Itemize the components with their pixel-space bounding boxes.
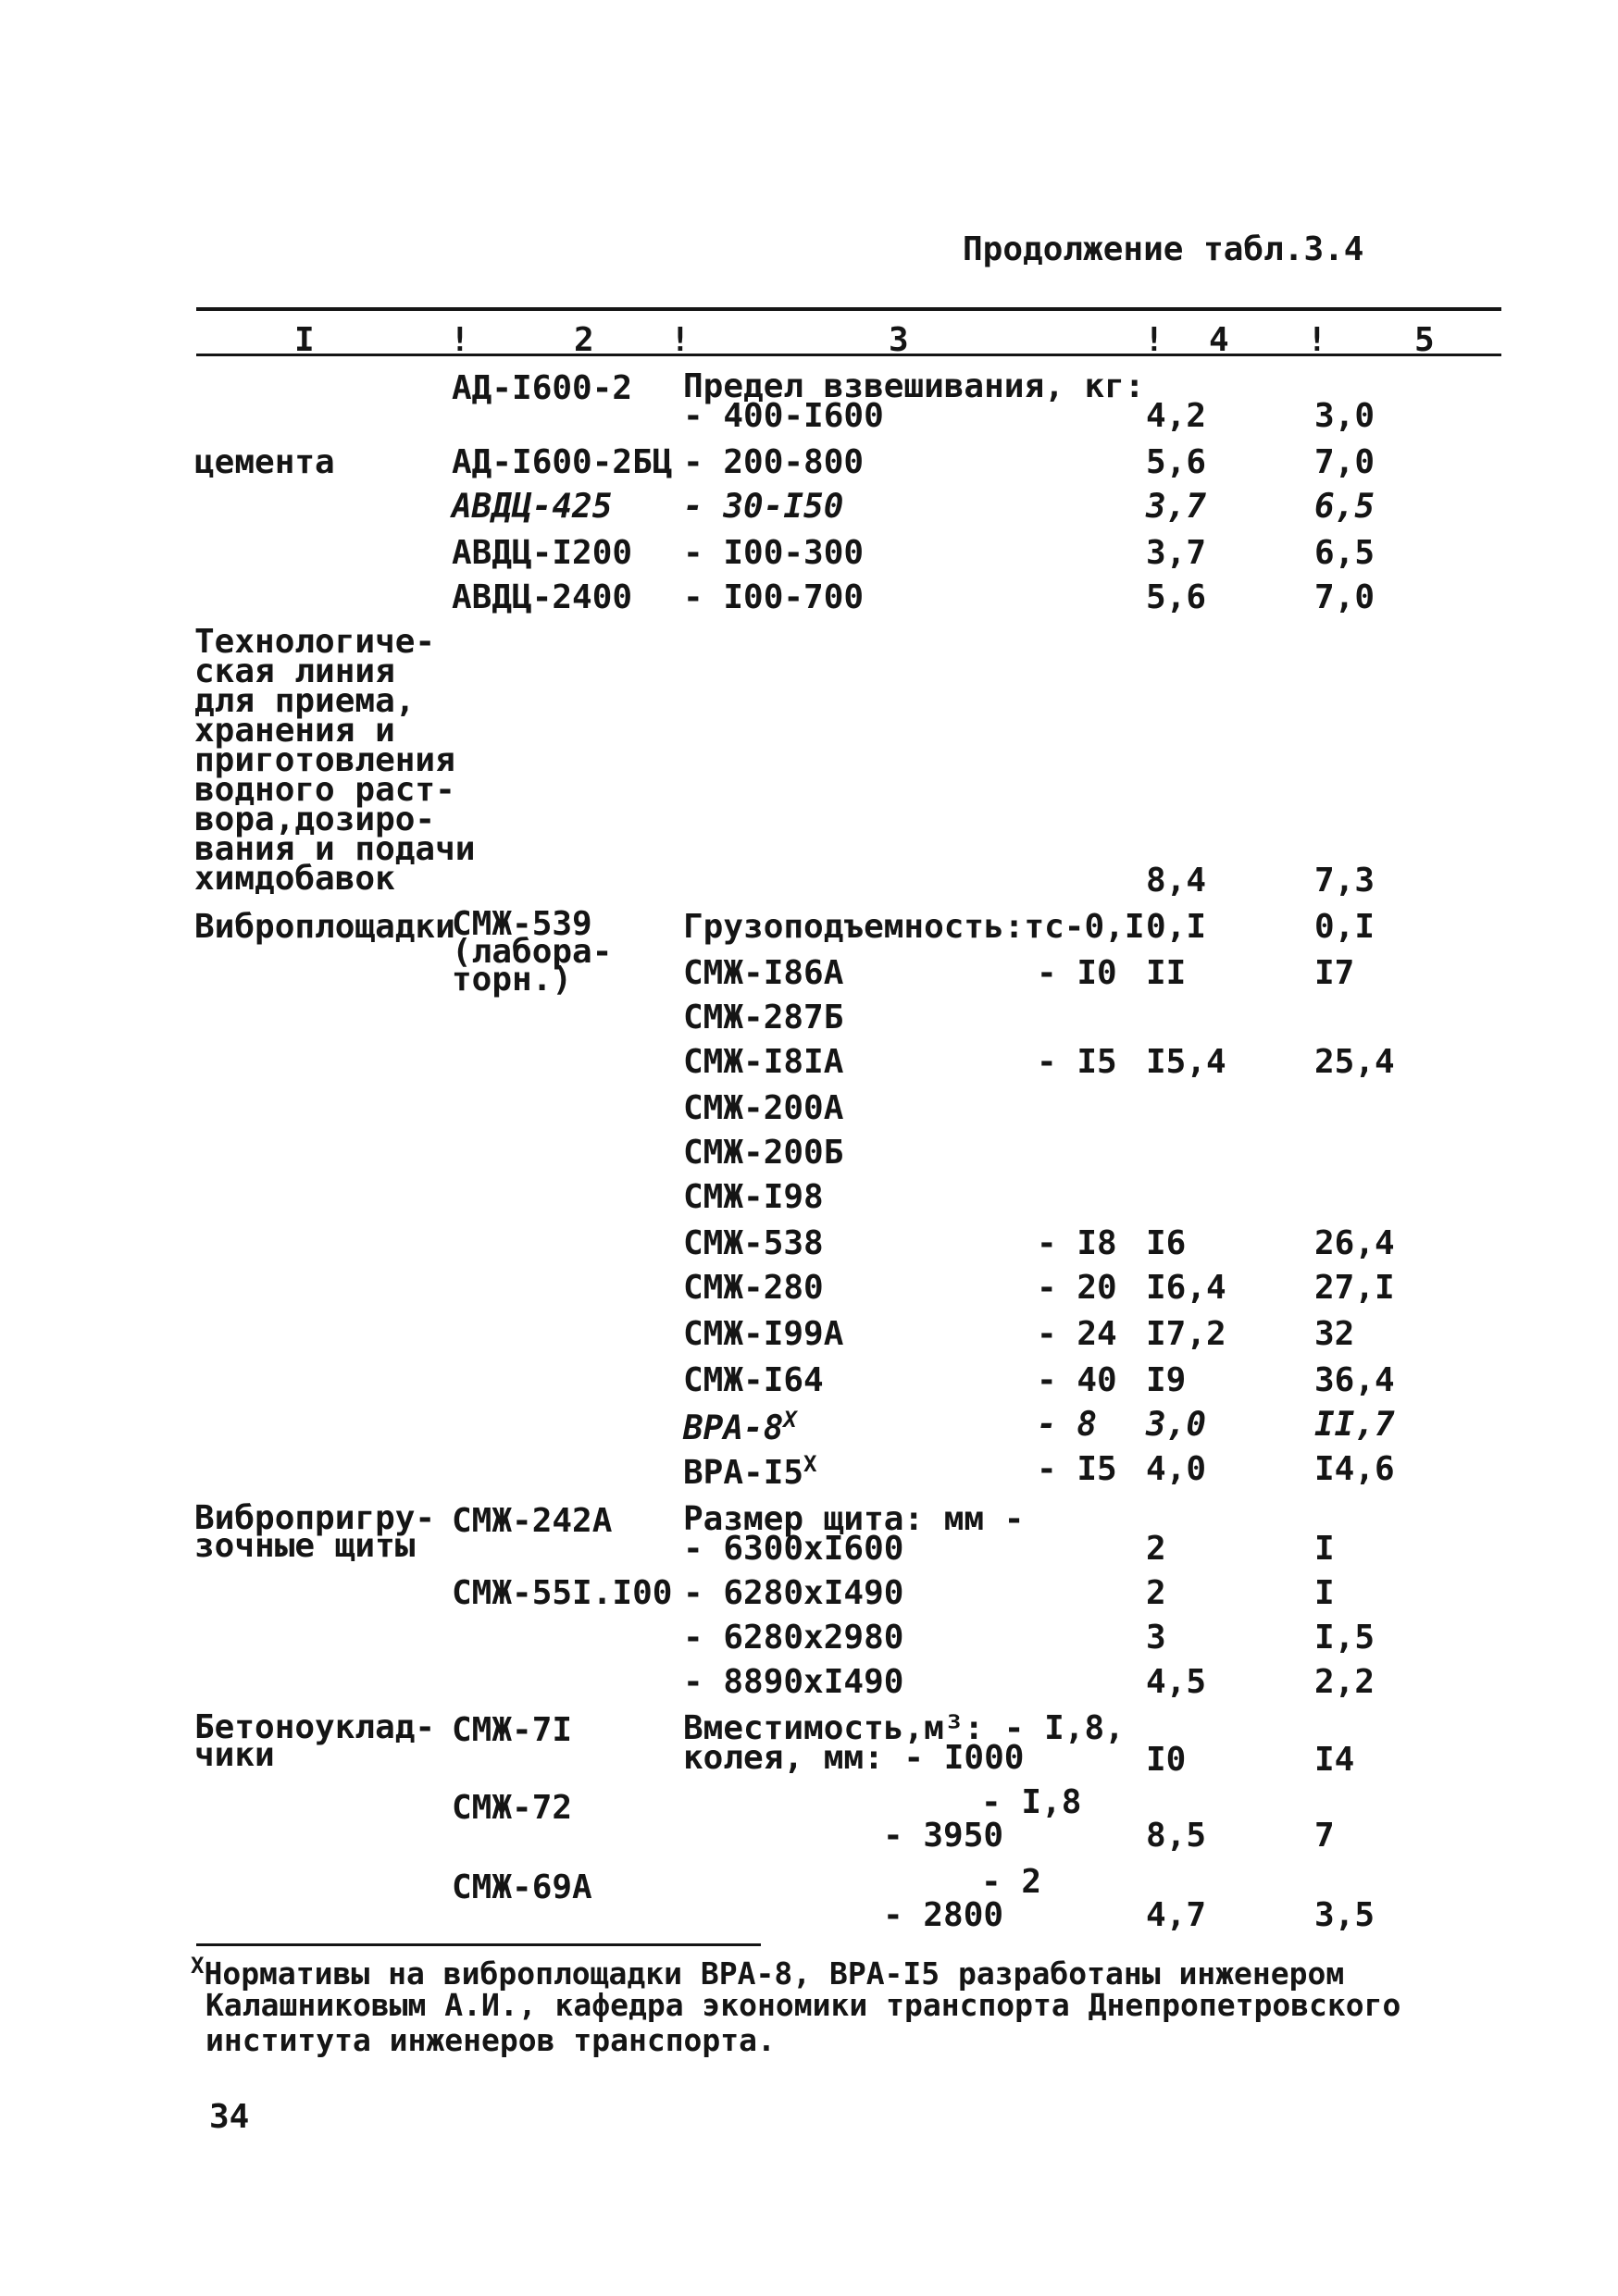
footnote [191, 1953, 1345, 1992]
table-cell: - 3950 [883, 1817, 1004, 1855]
table-cell: - I5 [1037, 1450, 1117, 1488]
footnote-line-2: Калашниковым А.И., кафедра экономики транспорта Днепропетровского [205, 1987, 1401, 2023]
table-cell: 7,0 [1314, 443, 1375, 481]
col-header-5: 5 [1414, 321, 1435, 359]
table-cell: - 20 [1037, 1269, 1117, 1307]
table-cell: 2 [1146, 1530, 1166, 1568]
table-cell: - I5 [1037, 1043, 1117, 1081]
table-cell: 8,4 [1146, 862, 1207, 900]
table-cell: I6 [1146, 1224, 1187, 1262]
table-cell: СМЖ-I99А [683, 1315, 844, 1353]
table-cell: - 200-800 [683, 443, 865, 481]
table-cell: I6,4 [1146, 1269, 1226, 1307]
table-cell: - 6280хI490 [683, 1574, 904, 1612]
col-header-sep: ! [1307, 321, 1327, 359]
table-cell: 2 [1146, 1574, 1166, 1612]
table-continuation-title: Продолжение табл.3.4 [963, 230, 1364, 268]
table-cell: I7,2 [1146, 1315, 1226, 1353]
table-cell: - 8890хI490 [683, 1663, 904, 1701]
col-header-1: I [294, 321, 315, 359]
table-cell: I9 [1146, 1361, 1187, 1399]
footnote-marker: X [191, 1953, 205, 1979]
table-cell: Бетоноуклад- чики [194, 1708, 436, 1774]
table-cell: - 40 [1037, 1361, 1117, 1399]
table-cell: СМЖ-7I [452, 1711, 573, 1749]
table-cell: I0 [1146, 1741, 1187, 1779]
table-cell: 0,I [1314, 908, 1375, 946]
table-cell: 27,I [1314, 1269, 1395, 1307]
table-cell: I5,4 [1146, 1043, 1226, 1081]
table-cell: АД-I600-2 [452, 369, 633, 407]
table-cell: 7,3 [1314, 862, 1375, 900]
footnote-line-1: Нормативы на виброплощадки ВРА-8, ВРА-I5 разработаны инженером [204, 1955, 1345, 1992]
table-header-rule [196, 354, 1501, 356]
table-cell: Размер щита: мм - - 6300хI600 [683, 1500, 1025, 1568]
table-cell: 3,5 [1314, 1896, 1375, 1934]
table-cell: АВДЦ-I200 [452, 534, 633, 572]
col-header-2: 2 [574, 321, 594, 359]
table-cell: 8,5 [1146, 1817, 1207, 1855]
footnote-marker: X [783, 1407, 797, 1433]
footnote-line-3: института инженеров транспорта. [205, 2022, 776, 2058]
table-cell: 3,7 [1146, 534, 1207, 572]
table-cell: I [1314, 1574, 1335, 1612]
footnote-rule [196, 1943, 761, 1946]
table-cell: II,7 [1314, 1406, 1395, 1444]
table-cell: СМЖ-538 [683, 1224, 824, 1262]
table-cell: 4,7 [1146, 1896, 1207, 1934]
table-cell: 3,0 [1146, 1406, 1207, 1444]
table-cell: Технологиче- ская линия для приема, хранения и приготовления водного раст- вора,дозиро- вания и подачи химдобавок [194, 623, 476, 898]
table-cell: 6,5 [1314, 488, 1375, 526]
table-cell: 2,2 [1314, 1663, 1375, 1701]
table-cell: Предел взвешивания, кг: - 400-I600 [683, 367, 1145, 435]
table-cell: СМЖ-I86А [683, 954, 844, 992]
table-cell: - I8 [1037, 1224, 1117, 1262]
table-cell: 3,7 [1146, 488, 1207, 526]
table-cell: - 2800 [883, 1896, 1004, 1934]
table-cell: 36,4 [1314, 1361, 1395, 1399]
table-cell: - 8 [1037, 1406, 1098, 1444]
table-cell: Вместимость,м³: - I,8, колея, мм: - I000 [683, 1709, 1125, 1777]
table-cell: - 2 [981, 1863, 1042, 1901]
table-cell: АВДЦ-425 [452, 488, 613, 526]
table-cell: 4,5 [1146, 1663, 1207, 1701]
table-cell: Вибропригру- зочные щиты [194, 1499, 436, 1565]
table-cell: СМЖ-69А [452, 1868, 592, 1906]
table-cell: 5,6 [1146, 443, 1207, 481]
table-cell: I,5 [1314, 1619, 1375, 1657]
table-cell: СМЖ-242А [452, 1502, 613, 1540]
table-cell: II [1146, 954, 1187, 992]
table-cell: ВРА-$8^X$ [683, 1407, 797, 1447]
table-cell: СМЖ-200Б [683, 1134, 844, 1172]
table-cell: - 30-I50 [683, 488, 844, 526]
col-header-sep: ! [450, 321, 470, 359]
table-cell: 0,I [1146, 908, 1207, 946]
table-cell: АД-I600-2БЦ [452, 443, 673, 481]
table-cell: I [1314, 1530, 1335, 1568]
table-cell: 32 [1314, 1315, 1355, 1353]
col-header-sep: ! [1144, 321, 1164, 359]
table-cell: 4,2 [1146, 397, 1207, 435]
footnote-marker: X [803, 1451, 817, 1477]
table-cell: 7 [1314, 1817, 1335, 1855]
table-cell: ВРА-$I5^X$ [683, 1451, 817, 1492]
table-cell: - I,8 [981, 1783, 1082, 1821]
table-cell: - 6280х2980 [683, 1619, 904, 1657]
table-cell: СМЖ-200А [683, 1089, 844, 1127]
table-cell: СМЖ-I64 [683, 1361, 824, 1399]
col-header-sep: ! [670, 321, 691, 359]
table-cell: - 24 [1037, 1315, 1117, 1353]
page-number: 34 [209, 2098, 250, 2136]
table-cell: I4 [1314, 1741, 1355, 1779]
table-cell: - I00-300 [683, 534, 865, 572]
table-cell: 4,0 [1146, 1450, 1207, 1488]
table-cell: цемента [194, 443, 335, 481]
table-cell: СМЖ-539 (лабора- торн.) [452, 905, 613, 999]
table-cell: - I0 [1037, 954, 1117, 992]
table-cell: 7,0 [1314, 578, 1375, 616]
table-cell: Грузоподъемность:тс-0,I [683, 908, 1145, 946]
table-cell: СМЖ-55I.I00 [452, 1574, 673, 1612]
table-cell: СМЖ-I8IА [683, 1043, 844, 1081]
table-cell: СМЖ-I98 [683, 1178, 824, 1216]
table-cell: 3,0 [1314, 397, 1375, 435]
table-cell: СМЖ-72 [452, 1789, 573, 1827]
table-cell: СМЖ-287Б [683, 999, 844, 1036]
table-cell: I4,6 [1314, 1450, 1395, 1488]
table-top-rule [196, 307, 1501, 311]
table-cell: - I00-700 [683, 578, 865, 616]
table-cell: Виброплощадки [194, 908, 455, 946]
table-cell: 25,4 [1314, 1043, 1395, 1081]
table-cell: I7 [1314, 954, 1355, 992]
col-header-3: 3 [889, 321, 909, 359]
table-cell: 5,6 [1146, 578, 1207, 616]
table-cell: АВДЦ-2400 [452, 578, 633, 616]
col-header-4: 4 [1209, 321, 1229, 359]
table-cell: СМЖ-280 [683, 1269, 824, 1307]
table-cell: 26,4 [1314, 1224, 1395, 1262]
table-cell: 3 [1146, 1619, 1166, 1657]
table-cell: 6,5 [1314, 534, 1375, 572]
